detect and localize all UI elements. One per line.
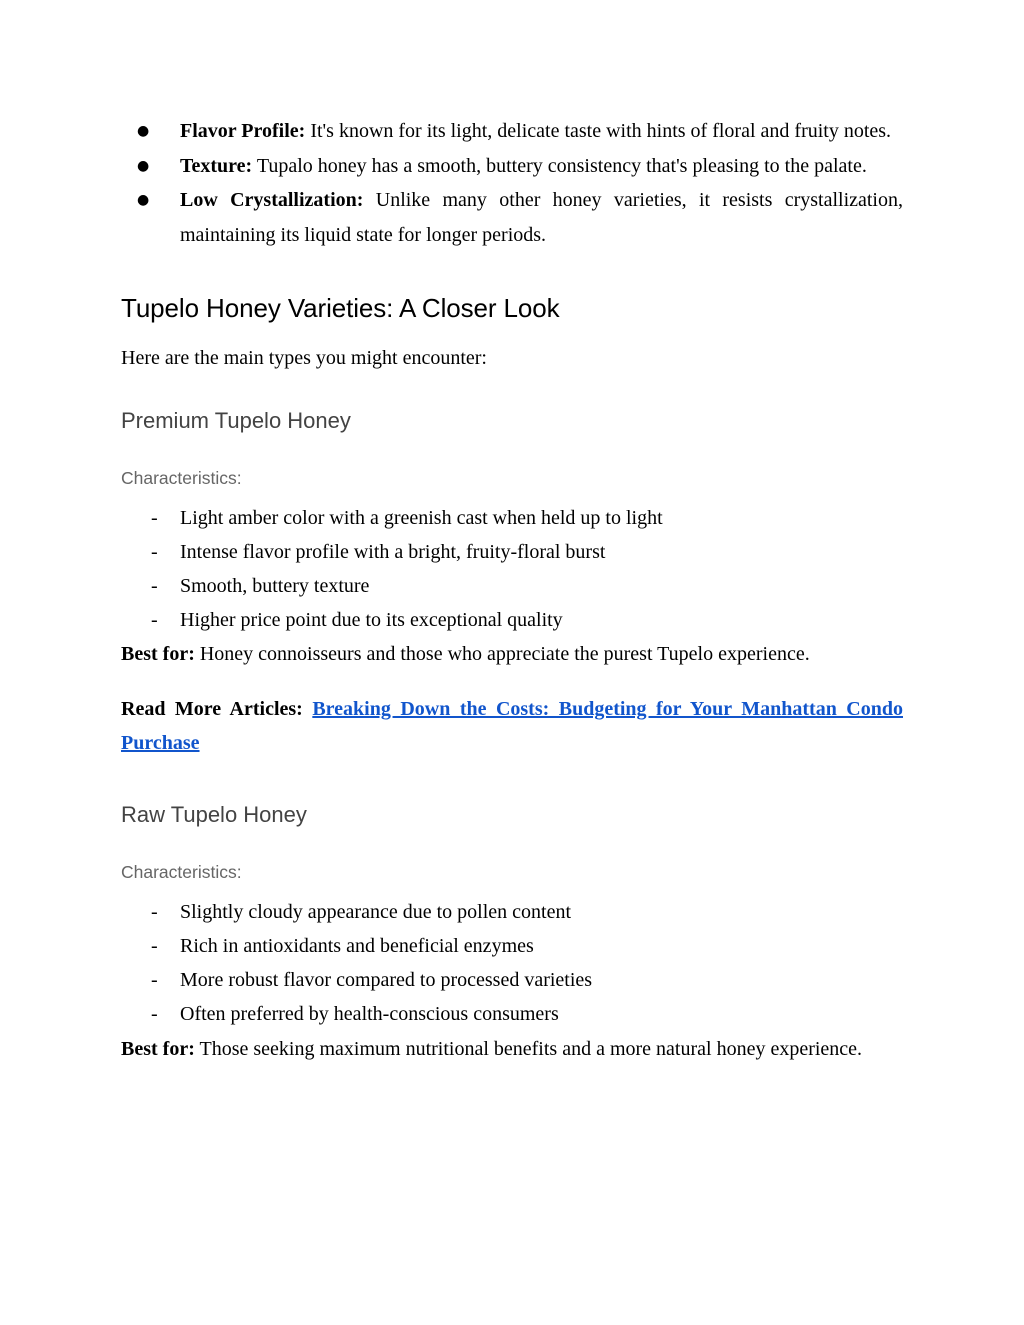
list-item — [121, 603, 903, 637]
raw-best-for — [121, 1032, 903, 1067]
varieties-intro: Here are the main types you might encounter: — [121, 347, 487, 369]
best-for-text: Honey connoisseurs and those who appreciate the purest Tupelo experience. — [194, 643, 810, 666]
document-page — [121, 114, 903, 1066]
raw-characteristics-list — [121, 895, 903, 1032]
premium-heading: Premium Tupelo Honey — [121, 407, 351, 433]
bullet-icon: ● — [137, 123, 150, 139]
premium-characteristics-label: Characteristics: — [121, 467, 242, 488]
dash-icon: - — [151, 540, 158, 563]
list-item-text: Often preferred by health-conscious consumers — [180, 1003, 559, 1026]
article-link[interactable]: Breaking Down the Costs: Budgeting for Your Manhattan Condo Purchase — [121, 697, 903, 755]
dash-icon: - — [151, 1003, 158, 1026]
dash-icon: - — [151, 609, 158, 632]
list-item — [121, 149, 903, 184]
list-item-text: Higher price point due to its exceptional quality — [180, 609, 563, 632]
bullet-icon: ● — [137, 157, 150, 174]
list-item — [121, 114, 903, 149]
list-item — [121, 501, 903, 535]
list-item — [121, 183, 903, 252]
bullet-label: Flavor Profile: — [180, 120, 306, 142]
read-more-articles — [121, 692, 903, 761]
dash-icon: - — [151, 969, 158, 992]
list-item-text: Intense flavor profile with a bright, fruity-floral burst — [180, 540, 606, 563]
bullet-label: Low Crystallization: — [180, 189, 364, 211]
premium-characteristics-list — [121, 501, 903, 638]
list-item-text: Rich in antioxidants and beneficial enzymes — [180, 935, 534, 958]
best-for-label: Best for: — [121, 1037, 195, 1060]
read-more-label: Read More Articles: — [121, 697, 303, 720]
bullet-text: Unlike many other honey varieties, it resists crystallization, maintaining its liquid state for longer periods. — [180, 189, 903, 246]
varieties-heading: Tupelo Honey Varieties: A Closer Look — [121, 293, 560, 323]
bullet-text: Tupalo honey has a smooth, buttery consistency that's pleasing to the palate. — [252, 154, 867, 177]
intro-bullet-list — [121, 114, 903, 252]
list-item — [121, 895, 903, 929]
list-item-text: Smooth, buttery texture — [180, 574, 370, 597]
list-item — [121, 569, 903, 603]
dash-icon: - — [151, 506, 158, 529]
bullet-text: It's known for its light, delicate taste with hints of floral and fruity notes. — [305, 120, 892, 142]
raw-characteristics-label: Characteristics: — [121, 861, 242, 882]
list-item-text: Light amber color with a greenish cast when held up to light — [180, 506, 663, 529]
raw-heading: Raw Tupelo Honey — [121, 801, 307, 827]
list-item — [121, 997, 903, 1031]
list-item — [121, 963, 903, 997]
list-item-text: More robust flavor compared to processed varieties — [180, 969, 593, 992]
bullet-label: Texture: — [180, 154, 253, 177]
list-item — [121, 929, 903, 963]
bullet-icon: ● — [137, 192, 150, 208]
dash-icon: - — [151, 900, 158, 923]
dash-icon: - — [151, 935, 158, 958]
best-for-label: Best for: — [121, 643, 195, 666]
best-for-text: Those seeking maximum nutritional benefits and a more natural honey experience. — [194, 1037, 863, 1060]
list-item — [121, 535, 903, 569]
list-item-text: Slightly cloudy appearance due to pollen content — [180, 900, 571, 923]
dash-icon: - — [151, 574, 158, 597]
premium-best-for — [121, 637, 903, 672]
